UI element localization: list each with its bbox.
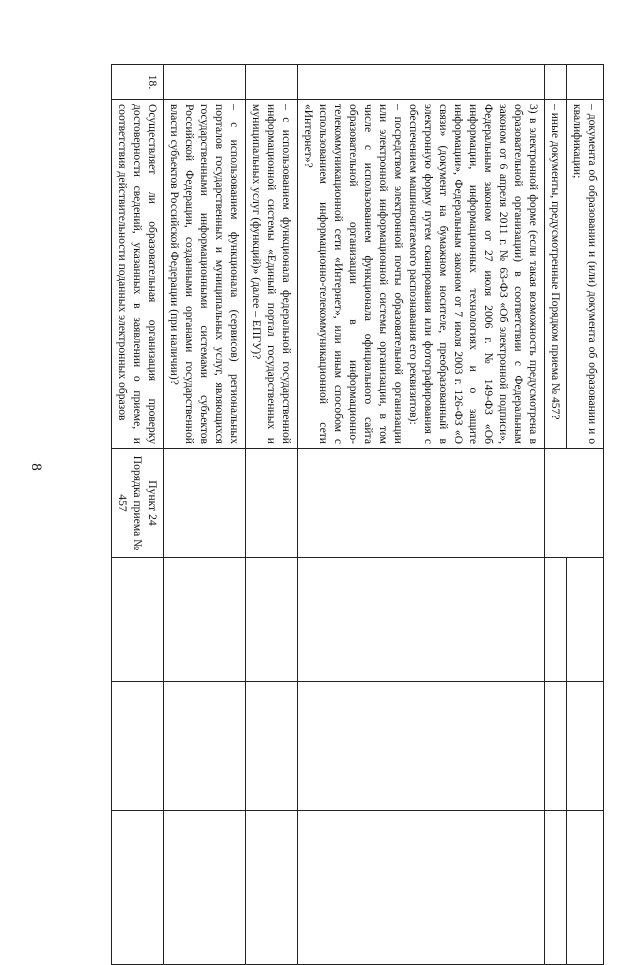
- question-cell: [164, 100, 246, 449]
- answer-cell-yes: [164, 558, 246, 682]
- note-cell: [112, 811, 164, 965]
- note-cell: [164, 811, 246, 965]
- table-row: [164, 65, 246, 965]
- answer-cell-no: [567, 682, 604, 811]
- answer-cell-yes: [545, 558, 567, 682]
- note-cell: [246, 811, 298, 965]
- question-cell: [246, 100, 298, 449]
- question-text: 3) в электронной форме (если такая возможность предусмотрена в образовательной организации) в соответствии с Федеральным законом от 6 апреля 2011 г. № 63-ФЗ «Об электронной подписи», Федеральным законом от 27 июля 2006 г. № 149-ФЗ «Об информации, информационных технологиях и о защите информации», Федеральным законом от 7 июля 2003 г. 126-ФЗ «О связи» (документ на бумажном носителе, преобразованный в электронную форму путем сканирования или фотографирования с обеспечением машиночитаемого распознавания его реквизитов): – посредством электронной почты образовательной организации или электронной информационной системы организации, в том числе с использованием функционала официального сайта образовательной организации в информационно-телекоммуникационной сети «Интернет», или иным способом с использованием информационно-телекоммуникационной сети «Интернет»?: [302, 104, 540, 444]
- answer-cell-yes: [112, 558, 164, 682]
- table-row: [298, 65, 545, 965]
- row-number: [545, 65, 567, 100]
- question-cell: [112, 100, 164, 449]
- table-row: [112, 65, 164, 965]
- table-row: [545, 65, 567, 965]
- row-number: [567, 65, 604, 100]
- question-text: – с использованием функционала федеральной государственной информационной системы «Единый портал государственных и муниципальных услуг (функций)» (далее – ЕПГУ)?: [250, 104, 293, 444]
- reference-cell: [298, 449, 545, 558]
- reference-cell: [246, 449, 298, 558]
- question-text: – с использованием функционала (сервисов) региональных порталов государственных и муниципальных услуг, являющихся государственными информационными системами субъектов Российской Федерации, созданными органами государственной власти субъектов Российской Федерации (при наличии)?: [168, 104, 241, 444]
- answer-cell-yes: [298, 558, 545, 682]
- note-cell: [545, 811, 567, 965]
- reference-cell: [164, 449, 246, 558]
- checklist-table: [111, 64, 604, 965]
- table-row: [567, 65, 604, 965]
- question-text: – иные документы, предусмотренные Порядком приема № 457?: [549, 104, 562, 420]
- answer-cell-yes: [246, 558, 298, 682]
- answer-cell-no: [112, 682, 164, 811]
- row-number: [246, 65, 298, 100]
- note-cell: [567, 811, 604, 965]
- question-cell: [298, 100, 545, 449]
- reference-cell: [545, 449, 567, 558]
- table-row: [246, 65, 298, 965]
- question-text: – документа об образовании и (или) документа об образовании и о квалификации;: [571, 104, 599, 444]
- reference-cell: [567, 449, 604, 558]
- row-number: [298, 65, 545, 100]
- row-number: [164, 65, 246, 100]
- page-number: 8: [28, 463, 44, 471]
- note-cell: [298, 811, 545, 965]
- answer-cell-yes: [567, 558, 604, 682]
- answer-cell-no: [246, 682, 298, 811]
- answer-cell-no: [298, 682, 545, 811]
- question-text: Осуществляет ли образовательная организация проверку достоверности сведений, указанных в заявлении о приеме, и соответствия действительности поданных электронных образов: [116, 104, 159, 444]
- question-cell: [567, 100, 604, 449]
- checklist-sheet: [64, 64, 604, 910]
- reference-cell: Пункт 24 Порядка приема № 457: [112, 449, 164, 558]
- question-cell: [545, 100, 567, 449]
- answer-cell-no: [164, 682, 246, 811]
- answer-cell-no: [545, 682, 567, 811]
- row-number: 18.: [112, 65, 164, 100]
